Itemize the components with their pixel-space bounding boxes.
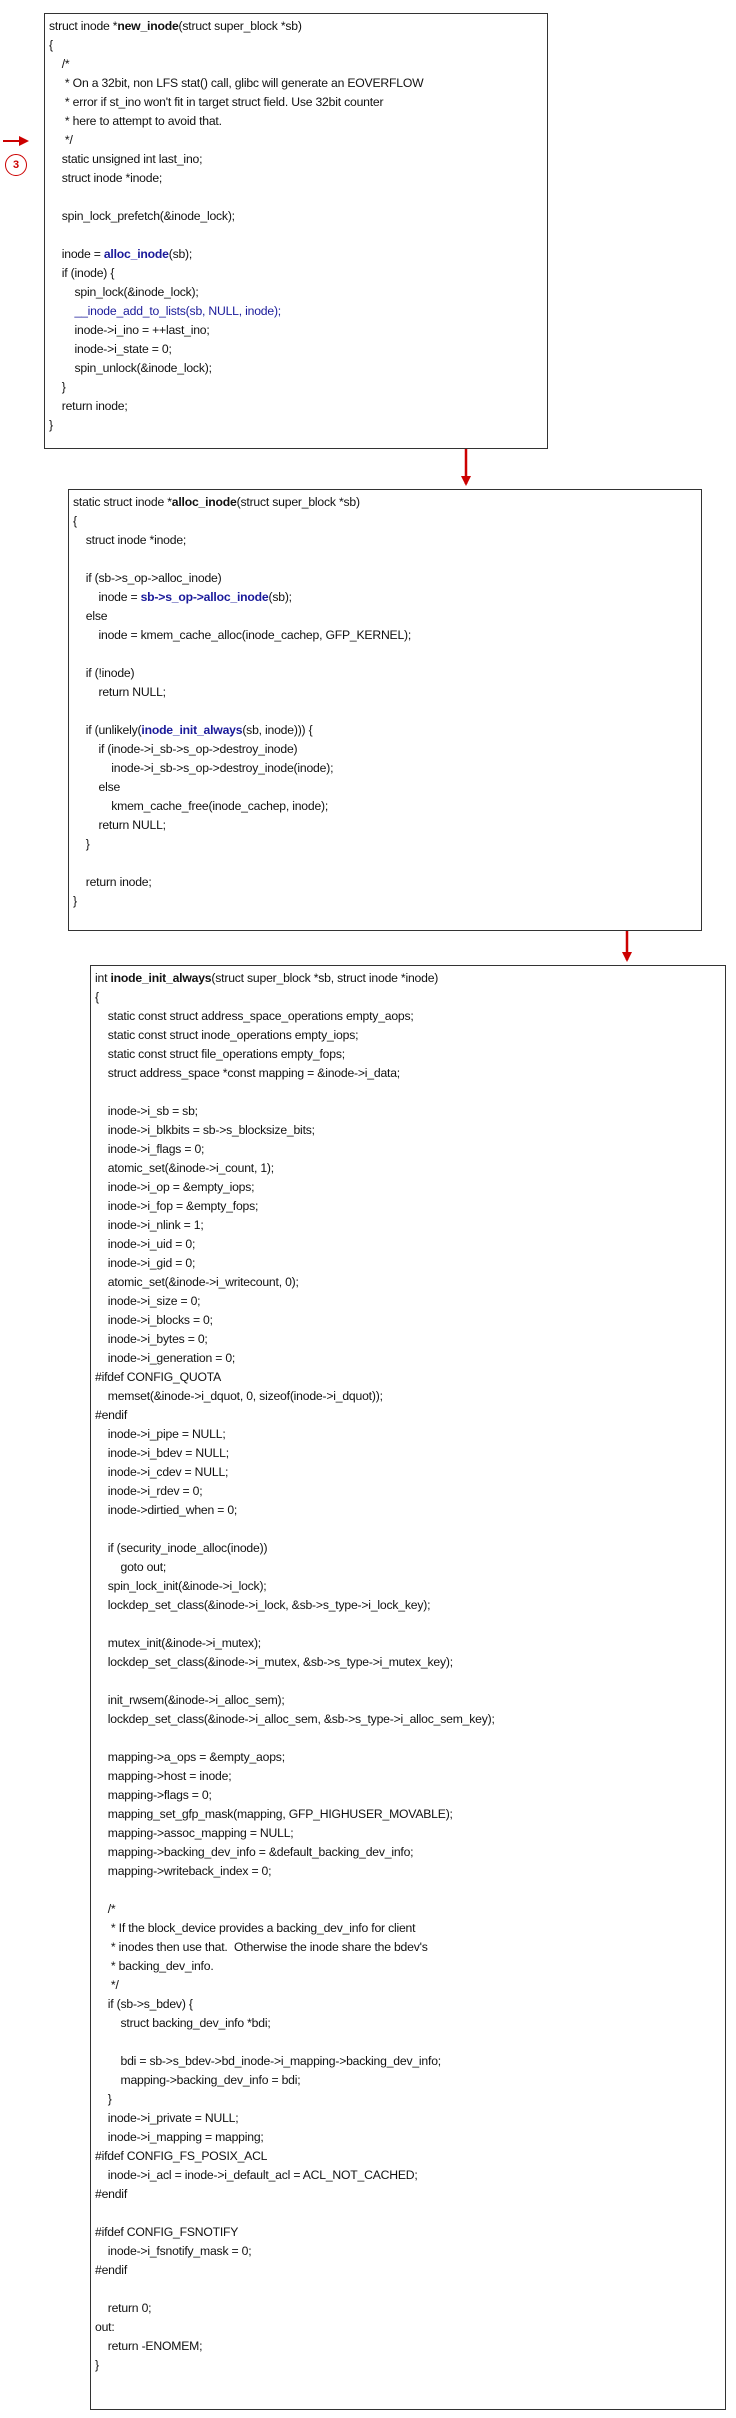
code-line bbox=[73, 702, 411, 721]
code-text: return inode; bbox=[73, 875, 152, 889]
code-line bbox=[49, 302, 423, 321]
code-text: #endif bbox=[95, 2187, 128, 2201]
code-line bbox=[49, 150, 423, 169]
code-line bbox=[95, 1140, 495, 1159]
code-line bbox=[95, 1292, 495, 1311]
code-text: #ifdef CONFIG_FS_POSIX_ACL bbox=[95, 2149, 268, 2163]
code-line bbox=[49, 93, 423, 112]
code-line bbox=[95, 2090, 495, 2109]
code-text: return NULL; bbox=[73, 818, 166, 832]
code-text: mapping->assoc_mapping = NULL; bbox=[95, 1826, 294, 1840]
code-line bbox=[95, 1577, 495, 1596]
code-text: inode->i_rdev = 0; bbox=[95, 1484, 203, 1498]
code-line bbox=[95, 2052, 495, 2071]
code-text: mapping->flags = 0; bbox=[95, 1788, 212, 1802]
code-text: return 0; bbox=[95, 2301, 152, 2315]
code-text: inode->i_pipe = NULL; bbox=[95, 1427, 226, 1441]
code-line bbox=[95, 1881, 495, 1900]
code-line bbox=[49, 359, 423, 378]
code-line bbox=[95, 1786, 495, 1805]
code-text: if (!inode) bbox=[73, 666, 135, 680]
code-line bbox=[95, 2318, 495, 2337]
code-text: #endif bbox=[95, 2263, 128, 2277]
code-line bbox=[95, 1691, 495, 1710]
code-text: inode->i_gid = 0; bbox=[95, 1256, 196, 1270]
code-line bbox=[73, 626, 411, 645]
code-text: if (inode) { bbox=[49, 266, 115, 280]
code-line bbox=[73, 645, 411, 664]
code-text: * On a 32bit, non LFS stat() call, glibc will generate an EOVERFLOW bbox=[49, 76, 424, 90]
code-line bbox=[95, 1729, 495, 1748]
code-line bbox=[95, 2128, 495, 2147]
code-text: * inodes then use that. Otherwise the inode share the bdev's bbox=[95, 1940, 428, 1954]
code-line bbox=[95, 1596, 495, 1615]
new-inode-code-box bbox=[44, 13, 548, 449]
code-text: static const struct inode_operations empty_iops; bbox=[95, 1028, 359, 1042]
code-line bbox=[95, 1710, 495, 1729]
code-text: inode->i_size = 0; bbox=[95, 1294, 201, 1308]
alloc-inode-code-box bbox=[68, 489, 702, 931]
code-text: init_rwsem(&inode->i_alloc_sem); bbox=[95, 1693, 285, 1707]
code-text: spin_lock_prefetch(&inode_lock); bbox=[49, 209, 235, 223]
code-text: } bbox=[95, 2092, 112, 2106]
code-text: /* bbox=[49, 57, 70, 71]
code-line bbox=[49, 245, 423, 264]
code-line bbox=[73, 759, 411, 778]
code-text: mutex_init(&inode->i_mutex); bbox=[95, 1636, 261, 1650]
code-text: if (sb->s_op->alloc_inode) bbox=[73, 571, 222, 585]
code-text: memset(&inode->i_dquot, 0, sizeof(inode->i_dquot)); bbox=[95, 1389, 383, 1403]
code-text: (struct super_block *sb, struct inode *inode) bbox=[211, 971, 439, 985]
code-text: lockdep_set_class(&inode->i_mutex, &sb->s_type->i_mutex_key); bbox=[95, 1655, 453, 1669]
code-line bbox=[95, 2071, 495, 2090]
code-line bbox=[73, 569, 411, 588]
code-line bbox=[73, 588, 411, 607]
code-text: return inode; bbox=[49, 399, 128, 413]
code-text: static const struct address_space_operations empty_aops; bbox=[95, 1009, 414, 1023]
code-line bbox=[95, 1064, 495, 1083]
code-text: return NULL; bbox=[73, 685, 166, 699]
code-text: if (inode->i_sb->s_op->destroy_inode) bbox=[73, 742, 298, 756]
code-text: spin_lock(&inode_lock); bbox=[49, 285, 199, 299]
code-line bbox=[49, 36, 423, 55]
code-text: struct address_space *const mapping = &inode->i_data; bbox=[95, 1066, 400, 1080]
code-text: atomic_set(&inode->i_writecount, 0); bbox=[95, 1275, 299, 1289]
code-line bbox=[95, 1653, 495, 1672]
code-text: static const struct file_operations empty_fops; bbox=[95, 1047, 345, 1061]
code-line bbox=[95, 1273, 495, 1292]
code-line bbox=[73, 531, 411, 550]
code-line bbox=[95, 1235, 495, 1254]
code-line bbox=[95, 1976, 495, 1995]
code-line bbox=[95, 1672, 495, 1691]
code-text: if (sb->s_bdev) { bbox=[95, 1997, 193, 2011]
code-line bbox=[95, 1900, 495, 1919]
code-text: #ifdef CONFIG_QUOTA bbox=[95, 1370, 222, 1384]
code-line bbox=[95, 1615, 495, 1634]
code-text: atomic_set(&inode->i_count, 1); bbox=[95, 1161, 274, 1175]
code-line bbox=[73, 683, 411, 702]
code-line bbox=[95, 2033, 495, 2052]
code-text: struct inode *inode; bbox=[49, 171, 163, 185]
code-line bbox=[95, 1045, 495, 1064]
code-line bbox=[95, 1216, 495, 1235]
code-text: struct inode *inode; bbox=[73, 533, 187, 547]
code-line bbox=[73, 512, 411, 531]
code-text: inode->i_ino = ++last_ino; bbox=[49, 323, 210, 337]
code-line bbox=[95, 1995, 495, 2014]
code-line bbox=[95, 2147, 495, 2166]
code-line bbox=[73, 797, 411, 816]
code-text: inode->i_bdev = NULL; bbox=[95, 1446, 229, 1460]
code-line bbox=[49, 264, 423, 283]
code-line bbox=[95, 1520, 495, 1539]
code-text: static unsigned int last_ino; bbox=[49, 152, 203, 166]
code-line bbox=[95, 1748, 495, 1767]
code-text: { bbox=[49, 38, 53, 52]
code-text: if (security_inode_alloc(inode)) bbox=[95, 1541, 268, 1555]
code-text: * If the block_device provides a backing_dev_info for client bbox=[95, 1921, 416, 1935]
code-text: inode->i_bytes = 0; bbox=[95, 1332, 208, 1346]
code-line bbox=[95, 1368, 495, 1387]
code-line bbox=[95, 1805, 495, 1824]
code-text: kmem_cache_free(inode_cachep, inode); bbox=[73, 799, 329, 813]
code-text: mapping->a_ops = &empty_aops; bbox=[95, 1750, 285, 1764]
code-text: */ bbox=[95, 1978, 119, 1992]
code-line bbox=[73, 607, 411, 626]
code-line bbox=[95, 2204, 495, 2223]
code-text: lockdep_set_class(&inode->i_alloc_sem, &sb->s_type->i_alloc_sem_key); bbox=[95, 1712, 495, 1726]
code-line bbox=[95, 2280, 495, 2299]
code-text: #endif bbox=[95, 1408, 128, 1422]
code-text: { bbox=[95, 990, 99, 1004]
code-text: __inode_add_to_lists(sb, NULL, inode); bbox=[49, 304, 281, 318]
code-text: inode->i_nlink = 1; bbox=[95, 1218, 204, 1232]
code-line bbox=[73, 854, 411, 873]
code-text: else bbox=[73, 780, 121, 794]
code-text: mapping->host = inode; bbox=[95, 1769, 232, 1783]
code-text: mapping->backing_dev_info = &default_backing_dev_info; bbox=[95, 1845, 414, 1859]
code-line bbox=[95, 1957, 495, 1976]
code-line bbox=[73, 816, 411, 835]
code-line bbox=[95, 1254, 495, 1273]
code-line bbox=[49, 112, 423, 131]
function-name: inode_init_always bbox=[110, 971, 212, 985]
code-line bbox=[73, 778, 411, 797]
code-line bbox=[49, 340, 423, 359]
code-line bbox=[95, 1349, 495, 1368]
code-text: * error if st_ino won't fit in target struct field. Use 32bit counter bbox=[49, 95, 384, 109]
code-text: } bbox=[95, 2358, 99, 2372]
code-text: inode->i_flags = 0; bbox=[95, 1142, 205, 1156]
code-line bbox=[49, 207, 423, 226]
function-name: inode_init_always bbox=[141, 723, 243, 737]
code-text: inode = bbox=[49, 247, 104, 261]
code-line bbox=[95, 1197, 495, 1216]
code-block bbox=[73, 493, 411, 911]
code-line bbox=[95, 1330, 495, 1349]
code-line bbox=[49, 17, 423, 36]
code-text: inode->i_generation = 0; bbox=[95, 1351, 236, 1365]
code-line bbox=[49, 283, 423, 302]
code-text: spin_lock_init(&inode->i_lock); bbox=[95, 1579, 267, 1593]
code-block bbox=[95, 969, 495, 2375]
code-text: inode->i_blocks = 0; bbox=[95, 1313, 213, 1327]
code-text: inode->i_acl = inode->i_default_acl = ACL_NOT_CACHED; bbox=[95, 2168, 418, 2182]
code-text: * here to attempt to avoid that. bbox=[49, 114, 222, 128]
code-line bbox=[95, 1425, 495, 1444]
code-line bbox=[95, 969, 495, 988]
code-line bbox=[95, 2261, 495, 2280]
code-line bbox=[95, 1102, 495, 1121]
code-line bbox=[95, 2242, 495, 2261]
code-line bbox=[95, 1159, 495, 1178]
code-line bbox=[49, 74, 423, 93]
code-line bbox=[95, 2299, 495, 2318]
code-line bbox=[95, 1083, 495, 1102]
code-text: inode->i_blkbits = sb->s_blocksize_bits; bbox=[95, 1123, 315, 1137]
code-text: inode = bbox=[73, 590, 141, 604]
code-text: inode->i_sb->s_op->destroy_inode(inode); bbox=[73, 761, 334, 775]
code-line bbox=[95, 1634, 495, 1653]
code-line bbox=[95, 1387, 495, 1406]
code-line bbox=[95, 2185, 495, 2204]
function-name: new_inode bbox=[117, 19, 179, 33]
inode-init-always-code-box bbox=[90, 965, 726, 2410]
code-line bbox=[95, 1121, 495, 1140]
code-text: * backing_dev_info. bbox=[95, 1959, 214, 1973]
code-text: } bbox=[49, 380, 66, 394]
code-text: (struct super_block *sb) bbox=[178, 19, 302, 33]
code-text: inode->i_cdev = NULL; bbox=[95, 1465, 229, 1479]
code-text: bdi = sb->s_bdev->bd_inode->i_mapping->backing_dev_info; bbox=[95, 2054, 441, 2068]
code-text: inode->i_fsnotify_mask = 0; bbox=[95, 2244, 252, 2258]
code-text: inode->i_state = 0; bbox=[49, 342, 172, 356]
code-line bbox=[95, 1558, 495, 1577]
code-line bbox=[73, 835, 411, 854]
code-text: inode->dirtied_when = 0; bbox=[95, 1503, 238, 1517]
code-line bbox=[73, 664, 411, 683]
code-text: } bbox=[49, 418, 53, 432]
code-line bbox=[49, 321, 423, 340]
function-name: sb->s_op->alloc_inode bbox=[140, 590, 269, 604]
code-text: /* bbox=[95, 1902, 116, 1916]
code-text: static struct inode * bbox=[73, 495, 172, 509]
code-text: lockdep_set_class(&inode->i_lock, &sb->s_type->i_lock_key); bbox=[95, 1598, 431, 1612]
code-text: return -ENOMEM; bbox=[95, 2339, 203, 2353]
code-block bbox=[49, 17, 423, 435]
code-text: } bbox=[73, 837, 90, 851]
code-text: inode->i_private = NULL; bbox=[95, 2111, 239, 2125]
code-text: #ifdef CONFIG_FSNOTIFY bbox=[95, 2225, 239, 2239]
code-text: mapping->writeback_index = 0; bbox=[95, 1864, 272, 1878]
code-line bbox=[95, 1501, 495, 1520]
code-text: */ bbox=[49, 133, 73, 147]
code-line bbox=[95, 1843, 495, 1862]
code-line bbox=[95, 1919, 495, 1938]
code-line bbox=[95, 1311, 495, 1330]
code-line bbox=[49, 188, 423, 207]
code-text: struct backing_dev_info *bdi; bbox=[95, 2016, 271, 2030]
code-text: int bbox=[95, 971, 111, 985]
code-text: else bbox=[73, 609, 108, 623]
code-text: (struct super_block *sb) bbox=[236, 495, 360, 509]
code-line bbox=[95, 1444, 495, 1463]
code-line bbox=[95, 2166, 495, 2185]
code-text: (sb); bbox=[268, 590, 292, 604]
function-name: alloc_inode bbox=[103, 247, 169, 261]
code-text: (sb); bbox=[168, 247, 193, 261]
code-line bbox=[49, 226, 423, 245]
code-line bbox=[95, 2223, 495, 2242]
code-line bbox=[73, 493, 411, 512]
code-line bbox=[95, 1406, 495, 1425]
code-text: } bbox=[73, 894, 77, 908]
code-line bbox=[73, 873, 411, 892]
code-line bbox=[49, 131, 423, 150]
code-line bbox=[95, 1824, 495, 1843]
code-text: inode = kmem_cache_alloc(inode_cachep, GFP_KERNEL); bbox=[73, 628, 412, 642]
function-name: alloc_inode bbox=[171, 495, 237, 509]
code-text: goto out; bbox=[95, 1560, 167, 1574]
code-line bbox=[95, 2014, 495, 2033]
code-line bbox=[95, 2356, 495, 2375]
code-line bbox=[95, 1482, 495, 1501]
code-line bbox=[95, 1539, 495, 1558]
code-line bbox=[95, 1767, 495, 1786]
code-text: inode->i_mapping = mapping; bbox=[95, 2130, 264, 2144]
code-line bbox=[49, 397, 423, 416]
code-text: inode->i_sb = sb; bbox=[95, 1104, 198, 1118]
code-line bbox=[95, 1862, 495, 1881]
code-line bbox=[73, 721, 411, 740]
code-text: if (unlikely( bbox=[73, 723, 142, 737]
code-text: { bbox=[73, 514, 77, 528]
code-text: out: bbox=[95, 2320, 115, 2334]
code-text: struct inode * bbox=[49, 19, 118, 33]
code-line bbox=[95, 2109, 495, 2128]
code-line bbox=[95, 1026, 495, 1045]
code-text: mapping->backing_dev_info = bdi; bbox=[95, 2073, 301, 2087]
code-line bbox=[95, 1007, 495, 1026]
code-line bbox=[95, 1938, 495, 1957]
code-line bbox=[95, 2337, 495, 2356]
code-line bbox=[49, 55, 423, 74]
code-line bbox=[73, 892, 411, 911]
code-line bbox=[95, 1463, 495, 1482]
code-text: (sb, inode))) { bbox=[242, 723, 313, 737]
step-number-badge: 3 bbox=[5, 154, 27, 176]
code-text: spin_unlock(&inode_lock); bbox=[49, 361, 212, 375]
code-line bbox=[49, 378, 423, 397]
code-text: inode->i_op = &empty_iops; bbox=[95, 1180, 255, 1194]
code-text: mapping_set_gfp_mask(mapping, GFP_HIGHUSER_MOVABLE); bbox=[95, 1807, 453, 1821]
code-text: inode->i_fop = &empty_fops; bbox=[95, 1199, 259, 1213]
code-line bbox=[73, 550, 411, 569]
code-text: inode->i_uid = 0; bbox=[95, 1237, 196, 1251]
code-line bbox=[95, 1178, 495, 1197]
code-line bbox=[49, 169, 423, 188]
code-line bbox=[95, 988, 495, 1007]
code-line bbox=[73, 740, 411, 759]
code-line bbox=[49, 416, 423, 435]
